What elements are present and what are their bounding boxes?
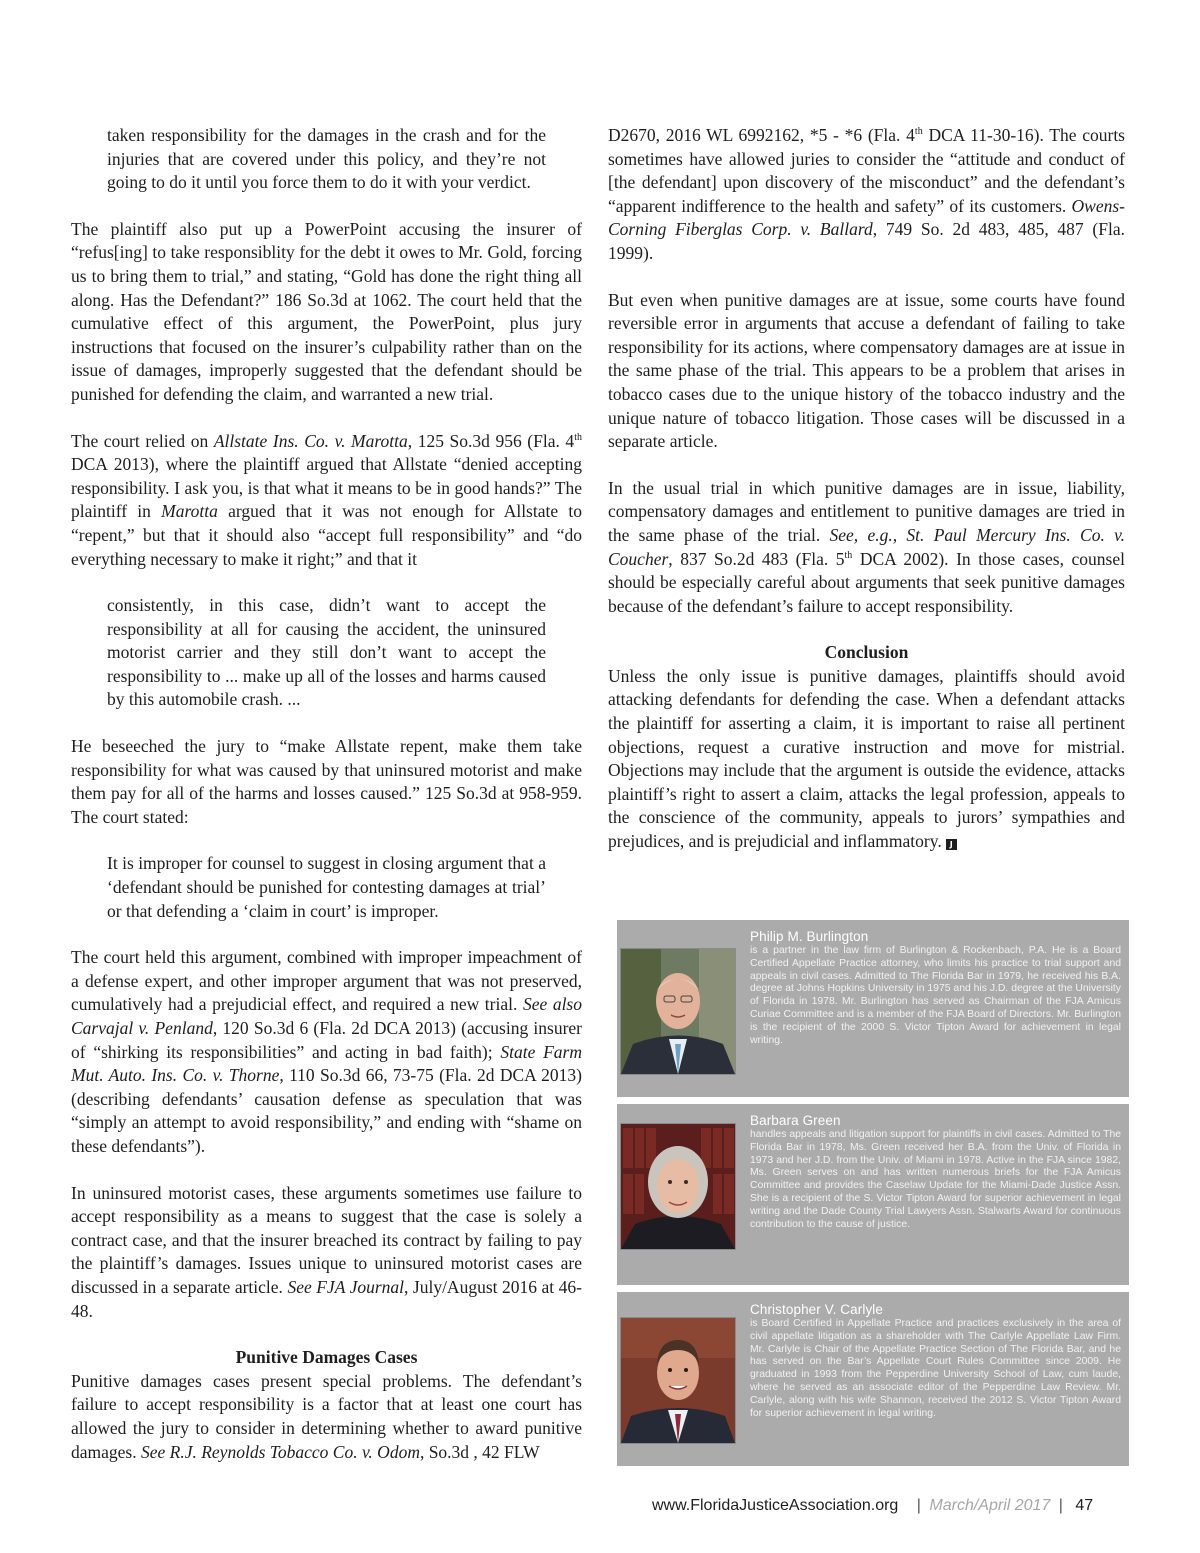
footer-separator: | — [1058, 1497, 1063, 1514]
block-quote: taken responsibility for the damages in the crash and for the injuries that are covered under this policy, and they’re not going to do it until you force them to do it with your verdict. — [107, 125, 546, 193]
text-run: , 125 So.3d 956 (Fla. 4 — [407, 430, 575, 451]
text-run: The court held this argument, combined with improper impeachment of a defense expert, and other improper argument that was not preserved, cumulatively had a prejudicial effect, and required a new trial. — [71, 947, 582, 1015]
bio-text — [750, 1113, 1121, 1231]
case-citation: Allstate Ins. Co. v. Marotta — [213, 430, 408, 451]
right-column — [608, 124, 1125, 854]
block-quote: It is improper for counsel to suggest in closing argument that a ‘defendant should be punished for contesting damages at trial’ or that defending a ‘claim in court’ is improper. — [107, 853, 546, 921]
citation: See, e.g., St. Paul Mercury Ins. Co. v. Coucher — [608, 524, 1125, 569]
text-run: Punitive damages cases present special problems. The defendant’s failure to accept responsibility is a factor that at least one court has allowed the jury to consider in determining whether to award punitive damages. — [71, 1370, 582, 1462]
body-paragraph: He beseeched the jury to “make Allstate repent, make them take responsibility for what was caused by that uninsured motorist and make them pay for all of the harms and losses caused.” 125 So.3d at 958-959. The court stated: — [71, 736, 582, 827]
body-paragraph: The plaintiff also put up a PowerPoint accusing the insurer of “refus[ing] to take responsiblity for the debt it owes to Mr. Gold, forcing us to bring them to trial,” and stating, “Gold has done the right thing all along. Has the Defendant?” 186 So.3d at 1062. The court held that the cumulative effect of this argument, the PowerPoint, plus jury instructions that focused on the insurer’s culpability rather than on the issue of damages, improperly suggested that the defendant should be punished for defending the claim, and warranted a new trial. — [71, 218, 582, 404]
end-of-article-icon: J — [946, 839, 957, 850]
text-run: , So.3d , 42 FLW — [419, 1441, 540, 1462]
text-run: , July/August 2016 at 46-48. — [71, 1276, 582, 1321]
text-run: , 120 So.3d 6 (Fla. 2d DCA 2013) (accusing insurer of “shirking its responsibilities” and acting in bad faith); — [71, 1018, 583, 1062]
author-description: is a partner in the law firm of Burlington & Rockenbach, P.A. He is a Board Certified Appellate Practice attorney, who limits his practice to trial support and appeals in civil cases. Admitted to The Florida Bar in 1979, he received his B.A. degree at Johns Hopkins University in 1975 and his J.D. degree at the University of Florida in 1978. Mr. Burlington has served as Chairman of the FJA Amicus Curiae Committee and is a member of the FJA Board of Directors. Mr. Burlington is the recipient of the 2000 S. Victor Tipton Award for achievement in legal writing. — [750, 945, 1121, 1046]
body-paragraph — [71, 430, 582, 572]
left-column — [71, 124, 582, 1464]
text-run: D2670, 2016 WL 6992162, *5 - *6 (Fla. 4 — [608, 125, 915, 145]
page-footer — [652, 1497, 1132, 1519]
case-citation: State Farm Mut. Auto. Ins. Co. v. Thorne — [71, 1041, 583, 1086]
text-run: Unless the only issue is punitive damages, plaintiffs should avoid attacking defendants for defending the case. When a defendant attacks the plaintiff for asserting a claim, it is important to raise all pertinent objections, request a curative instruction and move for mistrial. Objections may include that the argument is outside the evidence, attacks plaintiff’s right to assert a claim, attacks the legal profession, appeals to the conscience of the community, appeals to jurors’ sympathies and prejudices, and is prejudicial and inflammatory. — [608, 665, 1125, 852]
author-portrait-icon — [621, 1124, 735, 1249]
text-run: DCA 2013), where the plaintiff argued that Allstate “denied accepting responsibility. I ask you, is that what it means to be in good hands?” The plaintiff in — [71, 454, 582, 522]
text-run: In the usual trial in which punitive damages are in issue, liability, compensatory damages and entitlement to punitive damages are tried in the same phase of the trial. — [608, 477, 1125, 545]
author-bio-burlington — [617, 920, 1129, 1097]
bio-text — [750, 1302, 1121, 1420]
section-heading: Conclusion — [824, 642, 909, 663]
citation: See FJA Journal — [287, 1276, 405, 1297]
body-paragraph: But even when punitive damages are at issue, some courts have found reversible error in arguments that accuse a defendant of failing to take responsibility for its actions, where compensatory damages are at issue in the same phase of the trial. This appears to be a problem that arises in tobacco cases due to the unique history of the tobacco industry and the unique nature of tobacco litigation. Those cases will be discussed in a separate article. — [608, 289, 1125, 452]
issue-date: March/April 2017 — [929, 1497, 1051, 1514]
website-link[interactable]: www.FloridaJusticeAssociation.org — [652, 1497, 899, 1514]
bio-text — [750, 929, 1121, 1047]
body-paragraph — [71, 1182, 582, 1324]
body-paragraph — [608, 477, 1125, 619]
author-portrait-icon — [621, 949, 735, 1074]
body-paragraph — [71, 946, 582, 1158]
body-paragraph — [608, 124, 1125, 266]
text-run: DCA 2002). In those cases, counsel should be especially careful about arguments that seek punitive damages because of the defendant’s failure to accept responsibility. — [608, 548, 1125, 616]
author-bio-green — [617, 1104, 1129, 1285]
author-photo — [620, 1317, 736, 1444]
superscript: th — [844, 549, 853, 561]
superscript: th — [914, 126, 923, 138]
case-citation: See also Carvajal v. Penland — [71, 994, 582, 1038]
block-quote: consistently, in this case, didn’t want to accept the responsibility at all for causing the accident, the uninsured motorist carrier and they still don’t want to accept the responsibility to ... make up all of the losses and harms caused by this automobile crash. ... — [107, 595, 546, 710]
text-run: , 749 So. 2d 483, 485, 487 (Fla. 1999). — [608, 219, 1125, 263]
page-number: 47 — [1075, 1497, 1094, 1514]
author-name: Barbara Green — [750, 1113, 841, 1128]
text-run: , 837 So.2d 483 (Fla. 5 — [668, 548, 845, 569]
author-portrait-icon — [621, 1318, 735, 1443]
author-description: handles appeals and litigation support for plaintiffs in civil cases. Admitted to The Florida Bar in 1978, Ms. Green received her B.A. from the Univ. of Florida in 1973 and her J.D. from the Univ. of Miami in 1978. Active in the FJA since 1982, Ms. Green serves on and has written numerous briefs for the FJA Amicus Committee and provides the Caselaw Update for the Miami-Dade Justice Assn. She is a recipient of the S. Victor Tipton Award for superior achievement in legal writing and the Dade County Trial Lawyers Assn. Stalwarts Award for continuous contribution to the cause of justice. — [750, 1129, 1121, 1230]
author-photo — [620, 1123, 736, 1250]
author-name: Philip M. Burlington — [750, 929, 869, 944]
case-citation: Marotta — [161, 501, 218, 522]
author-name: Christopher V. Carlyle — [750, 1302, 884, 1317]
footer-separator: | — [916, 1497, 921, 1514]
case-citation: Owens-Corning Fiberglas Corp. v. Ballard — [608, 195, 1125, 240]
author-bio-carlyle — [617, 1292, 1129, 1466]
text-run: argued that it was not enough for Allstate to “repent,” but that it should also “accept full responsibility” and “do everything necessary to make it right;” and that it — [71, 501, 582, 569]
citation: See R.J. Reynolds Tobacco Co. v. Odom — [140, 1441, 420, 1462]
text-run: , 110 So.3d 66, 73-75 (Fla. 2d DCA 2013) (describing defendants’ causation defense as speculation that was “simply an attempt to avoid responsibility,” and ending with “shame on these defendants”). — [71, 1065, 583, 1156]
section-heading: Punitive Damages Cases — [235, 1347, 418, 1368]
text-run: In uninsured motorist cases, these arguments sometimes use failure to accept responsibility as a means to suggest that the case is solely a contract case, and that the insurer breached its contract by failing to pay the plaintiff’s damages. Issues unique to uninsured motorist cases are discussed in a separate article. — [71, 1182, 582, 1297]
author-photo — [620, 948, 736, 1075]
text-run: The court relied on — [71, 430, 214, 451]
superscript: th — [574, 431, 582, 443]
author-description: is Board Certified in Appellate Practice and practices exclusively in the area of civil appellate litigation as a shareholder with The Carlyle Appellate Law Firm. Mr. Carlyle is Chair of the Appellate Practice Section of The Florida Bar, and he has served on the Bar’s Appellate Court Rules Committee since 2009. He graduated in 1993 from the Pepperdine University School of Law, cum laude, where he served as an associate editor of the Pepperdine Law Review. Mr. Carlyle, along with his wife Shannon, received the 2012 S. Victor Tipton Award for superior achievement in legal writing. — [750, 1318, 1121, 1419]
body-paragraph — [71, 1370, 582, 1464]
text-run: DCA 11-30-16). The courts sometimes have allowed juries to consider the “attitude and conduct of [the defendant] upon discovery of the misconduct” and the defendant’s “apparent indifference to the health and safety” of its customers. — [608, 125, 1125, 216]
body-paragraph — [608, 665, 1125, 854]
